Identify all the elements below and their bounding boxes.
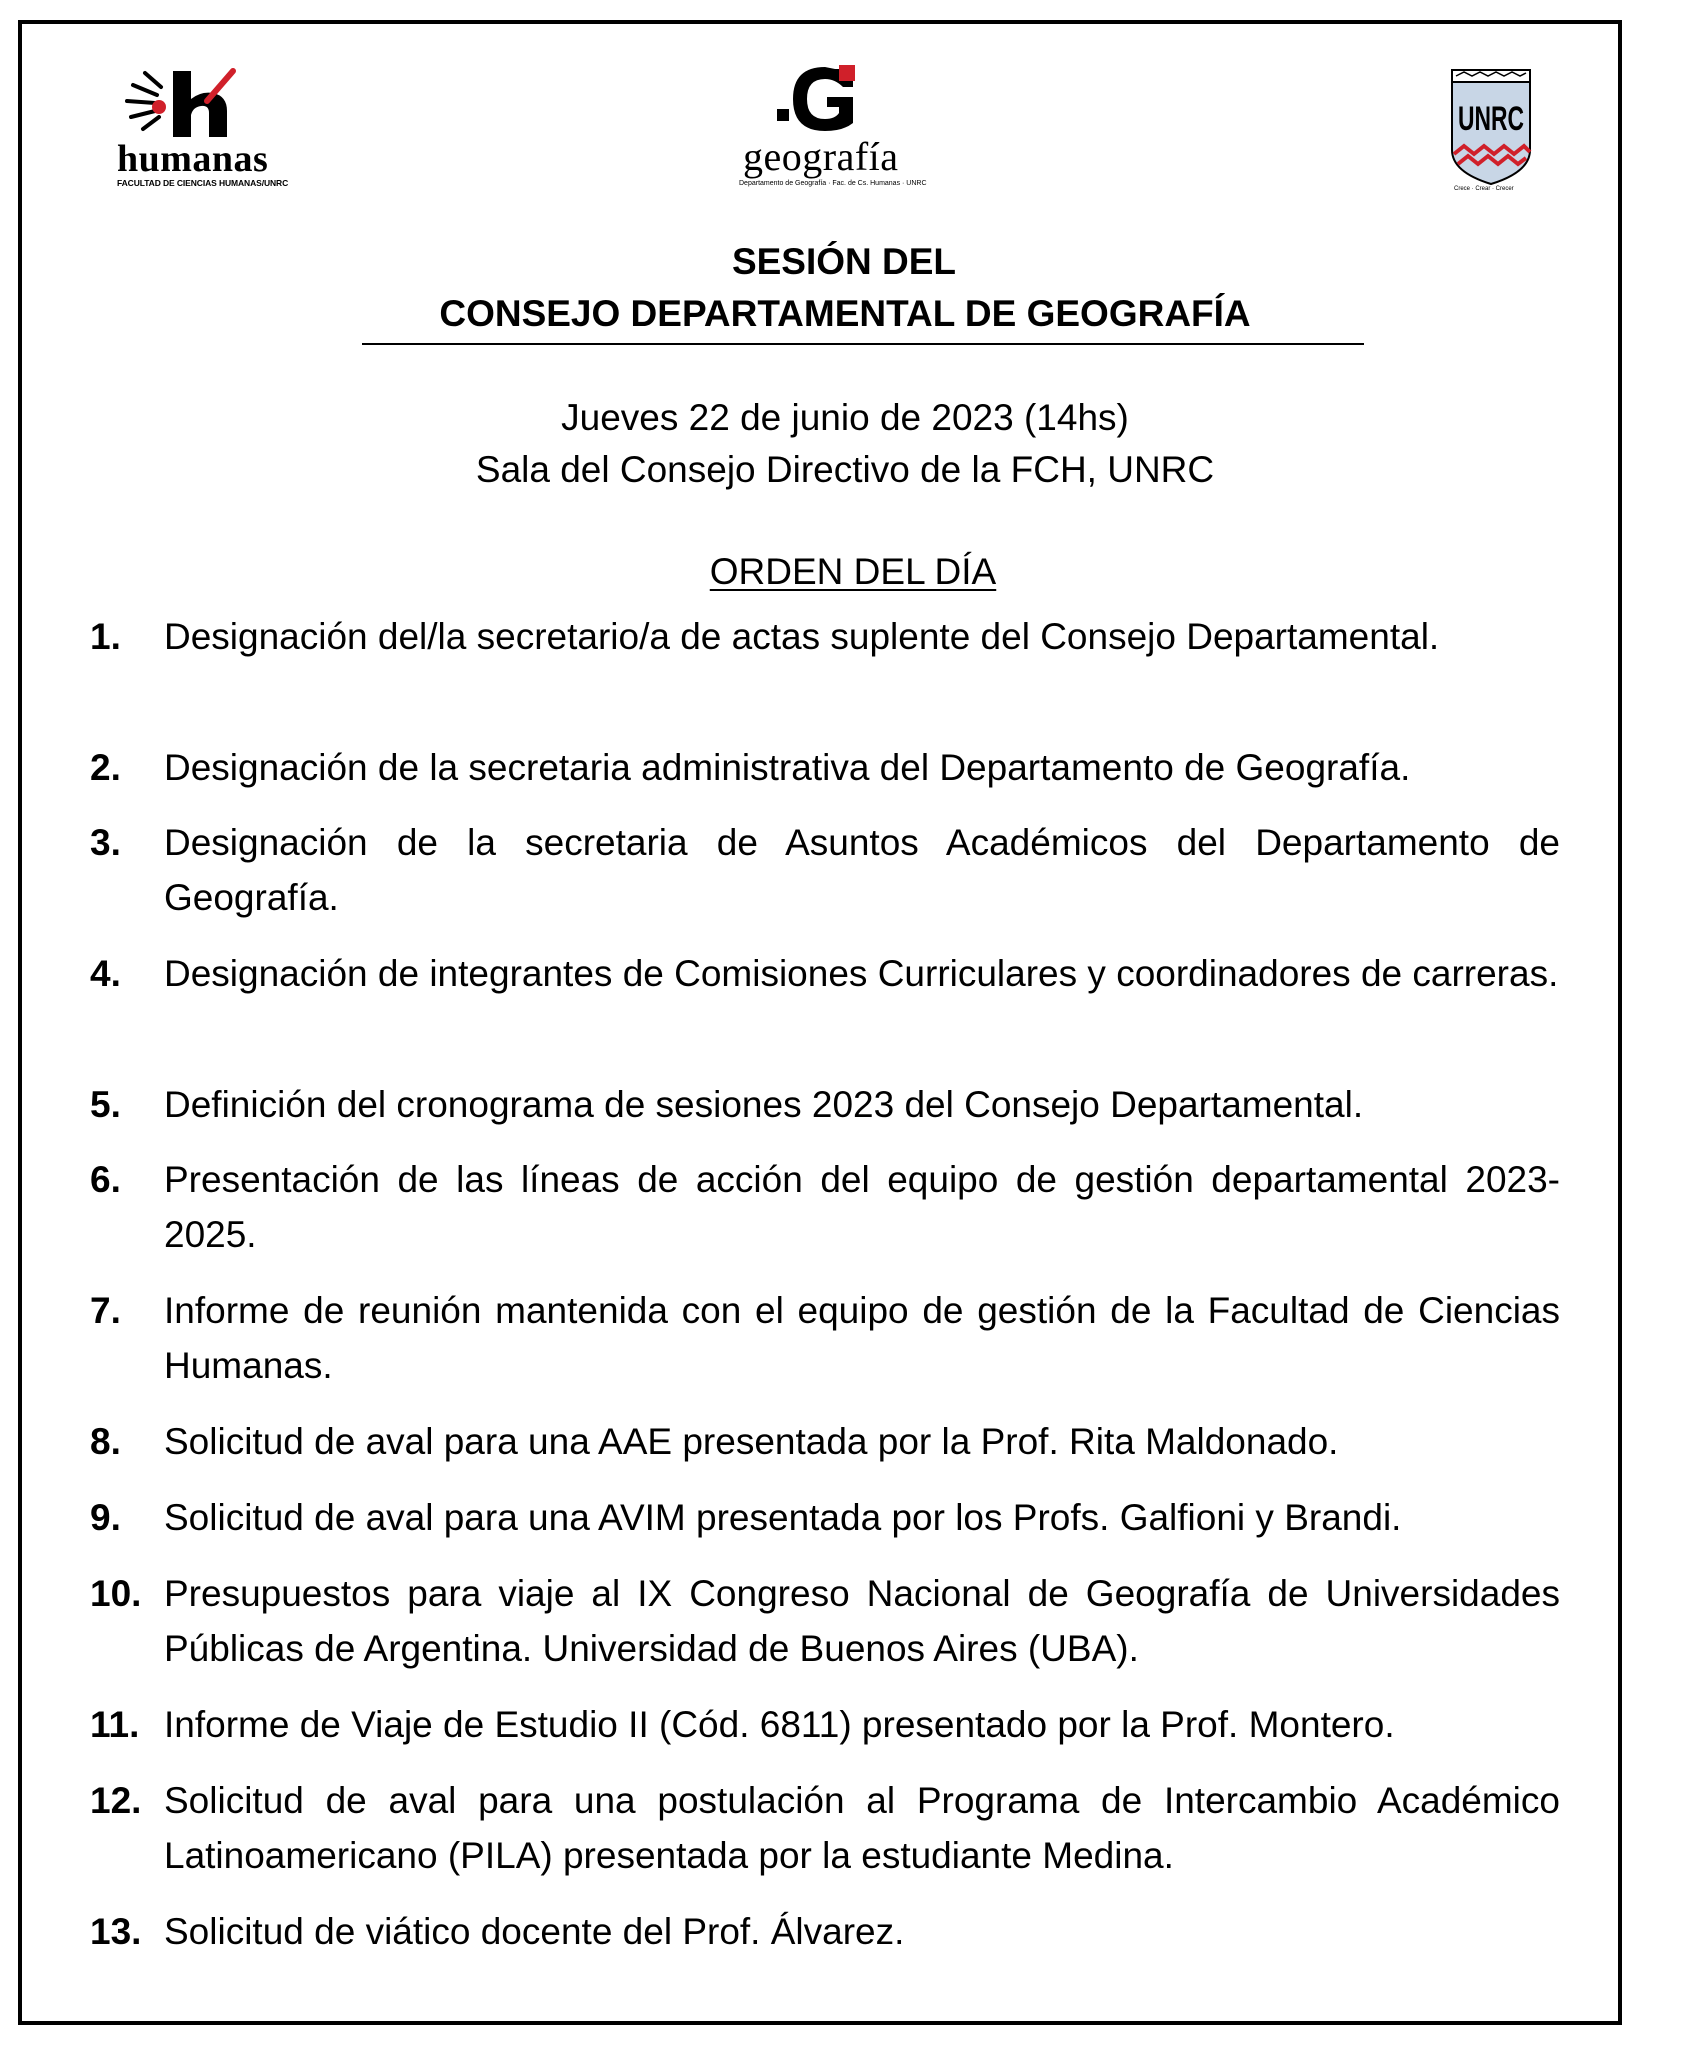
geografia-logo bbox=[735, 65, 925, 195]
agenda-item-text: Solicitud de aval para una AAE presentada por la Prof. Rita Maldonado. bbox=[164, 1421, 1339, 1462]
agenda-item-text: Solicitud de aval para una postulación al Programa de Intercambio Académico Latinoamericano (PILA) presentada por la estudiante Medina. bbox=[164, 1780, 1560, 1876]
agenda-item-number: 10. bbox=[90, 1573, 142, 1614]
agenda-item-number: 13. bbox=[90, 1911, 142, 1952]
session-title-line2: CONSEJO DEPARTAMENTAL DE GEOGRAFÍA bbox=[439, 293, 1251, 334]
agenda-item-number: 6. bbox=[90, 1159, 121, 1200]
unrc-motto: Crece · Crear · Crecer bbox=[1454, 186, 1514, 192]
agenda-item-number: 11. bbox=[90, 1704, 140, 1745]
geografia-g-mark-icon bbox=[735, 65, 925, 135]
agenda-item-number: 4. bbox=[90, 953, 121, 994]
humanas-logo-word: humanas bbox=[117, 138, 269, 180]
agenda-item-number: 7. bbox=[90, 1290, 121, 1331]
humanas-h-mark-icon bbox=[115, 65, 285, 140]
agenda-item-number: 12. bbox=[90, 1780, 142, 1821]
agenda-item-number: 1. bbox=[90, 616, 121, 657]
agenda-item-number: 3. bbox=[90, 822, 121, 863]
agenda-item-text: Presentación de las líneas de acción del equipo de gestión departamental 2023-2025. bbox=[164, 1159, 1560, 1255]
humanas-logo-subtitle: FACULTAD DE CIENCIAS HUMANAS/UNRC bbox=[117, 178, 289, 188]
unrc-shield-icon bbox=[1450, 68, 1532, 186]
agenda-item-number: 9. bbox=[90, 1497, 121, 1538]
session-date: Jueves 22 de junio de 2023 (14hs) bbox=[561, 397, 1129, 438]
agenda-item-number: 5. bbox=[90, 1084, 121, 1125]
agenda-item-text: Solicitud de aval para una AVIM presentada por los Profs. Galfioni y Brandi. bbox=[164, 1497, 1402, 1538]
agenda-item-number: 8. bbox=[90, 1421, 121, 1462]
session-title-line1: SESIÓN DEL bbox=[731, 241, 957, 282]
agenda-item-text: Designación del/la secretario/a de actas suplente del Consejo Departamental. bbox=[164, 616, 1440, 657]
agenda-item-text: Informe de reunión mantenida con el equipo de gestión de la Facultad de Ciencias Humanas. bbox=[164, 1290, 1560, 1386]
agenda-item-text: Presupuestos para viaje al IX Congreso Nacional de Geografía de Universidades Públicas de Argentina. Universidad de Buenos Aires (UBA). bbox=[164, 1573, 1560, 1669]
agenda-item-text: Definición del cronograma de sesiones 2023 del Consejo Departamental. bbox=[164, 1084, 1364, 1125]
unrc-shield-logo bbox=[1450, 68, 1540, 198]
geografia-logo-subtitle: Departamento de Geografía · Fac. de Cs. Humanas · UNRC bbox=[739, 180, 927, 187]
agenda-item-text: Designación de la secretaria de Asuntos Académicos del Departamento de Geografía. bbox=[164, 822, 1560, 918]
agenda-item-text: Designación de integrantes de Comisiones Curriculares y coordinadores de carreras. bbox=[164, 953, 1559, 994]
geografia-logo-word: geografía bbox=[743, 134, 899, 179]
title-underline-rule bbox=[362, 343, 1364, 345]
agenda-heading-text: ORDEN DEL DÍA bbox=[709, 551, 997, 592]
agenda-item-number: 2. bbox=[90, 747, 121, 788]
unrc-mark-text: UNRC bbox=[1458, 100, 1524, 138]
agenda-heading bbox=[0, 546, 1706, 598]
session-place: Sala del Consejo Directivo de la FCH, UNRC bbox=[475, 449, 1215, 490]
agenda-item-text: Designación de la secretaria administrativa del Departamento de Geografía. bbox=[164, 747, 1411, 788]
agenda-item-text: Informe de Viaje de Estudio II (Cód. 6811) presentado por la Prof. Montero. bbox=[164, 1704, 1395, 1745]
humanas-logo bbox=[115, 65, 289, 190]
agenda-item-text: Solicitud de viático docente del Prof. Álvarez. bbox=[164, 1911, 905, 1952]
